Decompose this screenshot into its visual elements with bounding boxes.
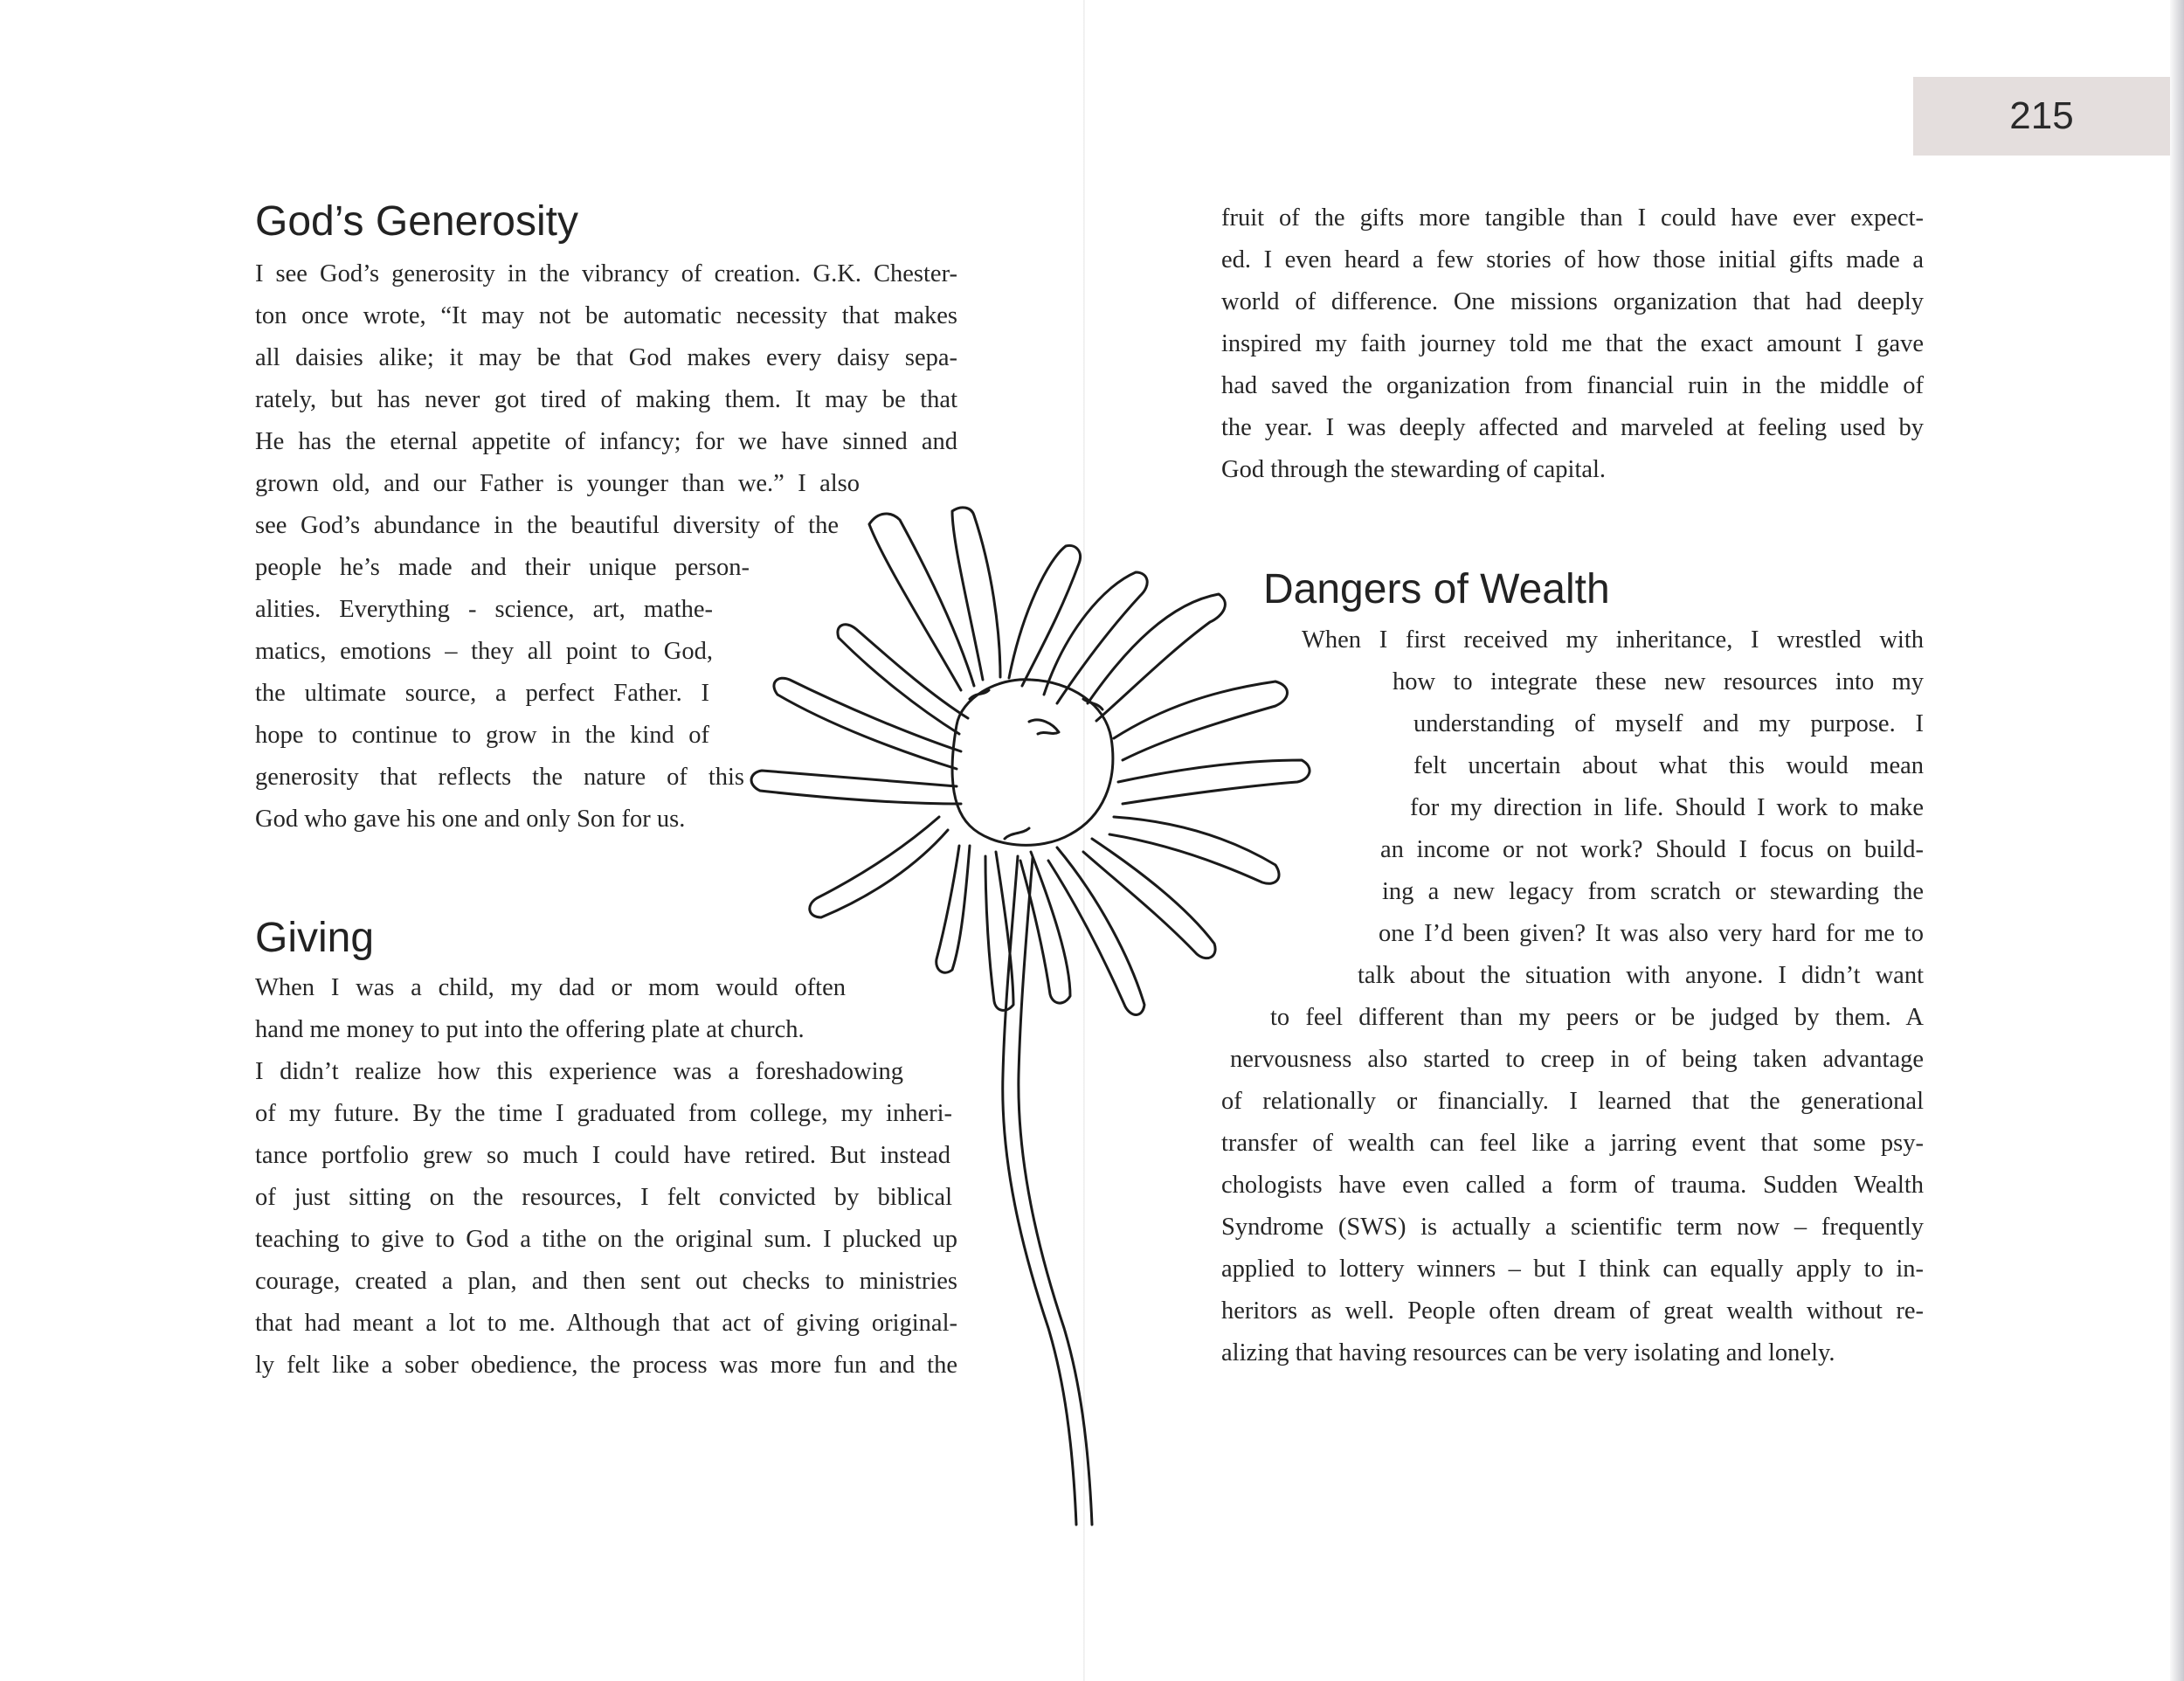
text-line: ing a new legacy from scratch or stewarding the <box>1382 878 1924 905</box>
text-line: understanding of myself and my purpose. I <box>1413 710 1924 737</box>
page-edge-shadow <box>2170 0 2184 1681</box>
text-line: alizing that having resources can be very isolating and lonely. <box>1221 1339 1835 1366</box>
text-line: generosity that reflects the nature of this <box>255 764 744 791</box>
text-line: for my direction in life. Should I work to make <box>1410 794 1924 821</box>
text-line: fruit of the gifts more tangible than I could have ever expect- <box>1221 204 1924 232</box>
text-line: When I was a child, my dad or mom would often <box>255 974 846 1001</box>
text-line: I didn’t realize how this experience was a foreshadowing <box>255 1058 903 1085</box>
text-line: courage, created a plan, and then sent out checks to ministries <box>255 1268 957 1295</box>
text-line: Syndrome (SWS) is actually a scientific term now – frequently <box>1221 1214 1924 1241</box>
text-line: heritors as well. People often dream of great wealth without re- <box>1221 1297 1924 1325</box>
text-line: see God’s abundance in the beautiful diversity of the <box>255 512 839 539</box>
text-line: all daisies alike; it may be that God makes every daisy sepa- <box>255 344 957 371</box>
heading-dangers-of-wealth: Dangers of Wealth <box>1263 566 1610 612</box>
text-line: God who gave his one and only Son for us. <box>255 806 686 833</box>
text-line: talk about the situation with anyone. I didn’t want <box>1358 962 1924 989</box>
text-line: rately, but has never got tired of making them. It may be that <box>255 386 957 413</box>
text-line: He has the eternal appetite of infancy; for we have sinned and <box>255 428 957 455</box>
text-line: world of difference. One missions organization that had deeply <box>1221 288 1924 315</box>
text-line: had saved the organization from financial ruin in the middle of <box>1221 372 1924 399</box>
text-line: the ultimate source, a perfect Father. I <box>255 680 709 707</box>
daisy-petals <box>751 508 1310 1015</box>
text-line: the year. I was deeply affected and marveled at feeling used by <box>1221 414 1924 441</box>
text-line: tance portfolio grew so much I could have retired. But instead <box>255 1142 950 1169</box>
text-line: ton once wrote, “It may not be automatic necessity that makes <box>255 302 957 329</box>
text-line: an income or not work? Should I focus on build- <box>1380 836 1924 863</box>
text-line: that had meant a lot to me. Although that act of giving original- <box>255 1310 957 1337</box>
text-line: teaching to give to God a tithe on the original sum. I plucked up <box>255 1226 957 1253</box>
page-number: 215 <box>1913 77 2170 156</box>
text-line: ly felt like a sober obedience, the process was more fun and the <box>255 1352 957 1379</box>
daisy-stem <box>1003 856 1092 1525</box>
text-line: nervousness also started to creep in of being taken advantage <box>1230 1046 1924 1073</box>
text-line: one I’d been given? It was also very hard for me to <box>1379 920 1924 947</box>
daisy-center <box>952 680 1113 846</box>
text-line: of relationally or financially. I learned that the generational <box>1221 1088 1924 1115</box>
text-line: transfer of wealth can feel like a jarring event that some psy- <box>1221 1130 1924 1157</box>
text-line: I see God’s generosity in the vibrancy of creation. G.K. Chester- <box>255 260 957 287</box>
text-line: of just sitting on the resources, I felt convicted by biblical <box>255 1184 952 1211</box>
text-line: When I first received my inheritance, I wrestled with <box>1302 626 1924 654</box>
text-line: applied to lottery winners – but I think can equally apply to in- <box>1221 1256 1924 1283</box>
heading-giving: Giving <box>255 915 375 961</box>
text-line: alities. Everything - science, art, mathe- <box>255 596 713 623</box>
text-line: hope to continue to grow in the kind of <box>255 722 709 749</box>
text-line: chologists have even called a form of trauma. Sudden Wealth <box>1221 1172 1924 1199</box>
text-line: hand me money to put into the offering plate at church. <box>255 1016 805 1043</box>
text-line: felt uncertain about what this would mean <box>1413 752 1924 779</box>
text-line: grown old, and our Father is younger than we.” I also <box>255 470 860 497</box>
text-line: God through the stewarding of capital. <box>1221 456 1607 483</box>
text-line: of my future. By the time I graduated from college, my inheri- <box>255 1100 952 1127</box>
heading-gods-generosity: God’s Generosity <box>255 198 578 245</box>
text-line: inspired my faith journey told me that the exact amount I gave <box>1221 330 1924 357</box>
text-line: matics, emotions – they all point to God, <box>255 638 713 665</box>
text-line: how to integrate these new resources into my <box>1393 668 1924 695</box>
text-line: to feel different than my peers or be judged by them. A <box>1270 1004 1924 1031</box>
text-line: ed. I even heard a few stories of how those initial gifts made a <box>1221 246 1924 273</box>
text-line: people he’s made and their unique person- <box>255 554 750 581</box>
